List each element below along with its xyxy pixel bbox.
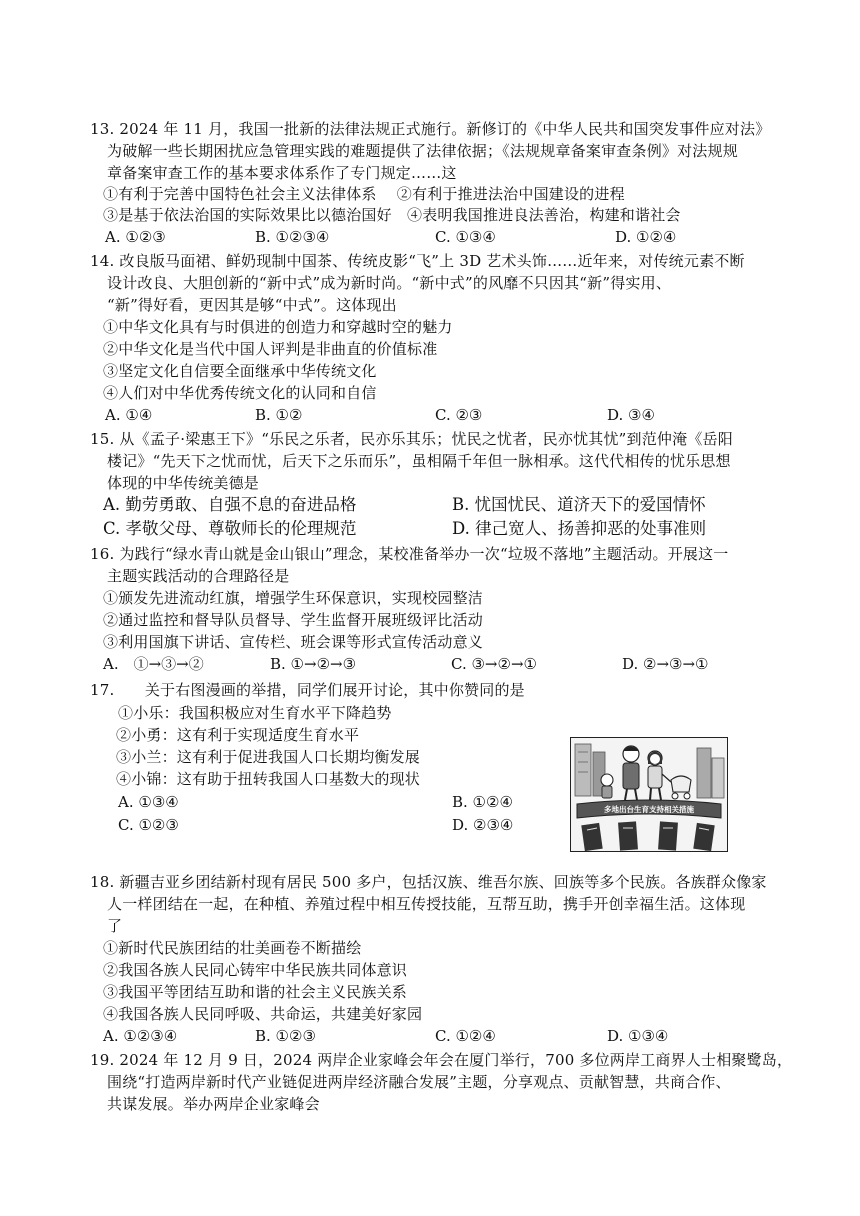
q19-line-1: 19. 2024 年 12 月 9 日，2024 两岸企业家峰会年会在厦门举行，700 多位两岸工商界人士相聚鹭岛，	[90, 1051, 793, 1069]
q15-option-b[interactable]: B. 忧国忧民、道济天下的爱国情怀	[452, 495, 706, 514]
q14-line-2: 设计改良、大胆创新的“新中式”成为新时尚。“新中式”的风靡不只因其“新”得实用、	[107, 274, 672, 292]
q16-option-c[interactable]: C. ③→②→①	[451, 655, 537, 673]
q18-line-2: 人一样团结在一起，在种植、养殖过程中相互传授技能，互帮互助，携手开创幸福生活。这体现	[107, 895, 746, 913]
q16-step-3: ③利用国旗下讲话、宣传栏、班会课等形式宣传活动意义	[103, 633, 484, 651]
q13-option-c[interactable]: C. ①③④	[435, 228, 496, 246]
q18-option-a[interactable]: A. ①②③④	[103, 1027, 178, 1045]
q15-option-c[interactable]: C. 孝敬父母、尊敬师长的伦理规范	[103, 519, 357, 538]
q18-statement-3: ③我国平等团结互助和谐的社会主义民族关系	[103, 983, 408, 1001]
q16-step-2: ②通过监控和督导队员督导、学生监督开展班级评比活动	[103, 611, 484, 629]
q16-option-b[interactable]: B. ①→②→③	[270, 655, 357, 673]
q19-line-2: 围绕“打造两岸新时代产业链促进两岸经济融合发展”主题，分享观点、贡献智慧，共商合作、	[107, 1073, 731, 1091]
q18-option-c[interactable]: C. ①②④	[435, 1027, 496, 1045]
q13-line-3: 章备案审查工作的基本要求体系作了专门规定……这	[107, 164, 457, 182]
q15-line-1: 15. 从《孟子·梁惠王下》“乐民之乐者，民亦乐其乐；忧民之忧者，民亦忧其忧”到范仲淹《岳阳	[90, 430, 733, 448]
q14-statement-1: ①中华文化具有与时俱进的创造力和穿越时空的魅力	[103, 318, 453, 336]
q18-statement-1: ①新时代民族团结的壮美画卷不断描绘	[103, 939, 362, 957]
q13-option-b[interactable]: B. ①②③④	[255, 228, 330, 246]
q18-line-3: 了	[107, 917, 123, 935]
q15-line-2: 楼记》“先天下之忧而忧，后天下之乐而乐”，虽相隔千年但一脉相承。这代代相传的忧乐思想	[107, 452, 731, 470]
q16-line-1: 16. 为践行“绿水青山就是金山银山”理念，某校准备举办一次“垃圾不落地”主题活动。开展这一	[90, 545, 729, 563]
q18-statement-2: ②我国各族人民同心铸牢中华民族共同体意识	[103, 961, 408, 979]
cartoon-caption: 多地出台生育支持相关措施	[604, 805, 694, 814]
q17-view-1: ①小乐：我国积极应对生育水平下降趋势	[118, 704, 392, 722]
q17-option-c[interactable]: C. ①②③	[118, 816, 179, 834]
q18-option-b[interactable]: B. ①②③	[255, 1027, 316, 1045]
q14-option-c[interactable]: C. ②③	[435, 406, 483, 424]
q17-view-4: ④小锦：这有助于扭转我国人口基数大的现状	[116, 770, 421, 788]
q14-statement-3: ③坚定文化自信要全面继承中华传统文化	[103, 362, 377, 380]
birth-support-cartoon	[570, 737, 728, 852]
q19-line-3: 共谋发展。举办两岸企业家峰会	[107, 1095, 320, 1113]
q17-option-a[interactable]: A. ①③④	[118, 793, 179, 811]
q14-option-a[interactable]: A. ①④	[105, 406, 153, 424]
cartoon-drawing	[571, 738, 727, 851]
q15-option-a[interactable]: A. 勤劳勇敢、自强不息的奋进品格	[103, 495, 357, 514]
q13-line-1: 13. 2024 年 11 月，我国一批新的法律法规正式施行。新修订的《中华人民共和国突发事件应对法》	[90, 120, 771, 138]
q14-statement-4: ④人们对中华优秀传统文化的认同和自信	[103, 384, 377, 402]
q13-option-d[interactable]: D. ①②④	[615, 228, 677, 246]
q16-step-1: ①颁发先进流动红旗，增强学生环保意识，实现校园整洁	[103, 589, 484, 607]
q13-statement-12: ①有利于完善中国特色社会主义法律体系 ②有利于推进法治中国建设的进程	[103, 185, 625, 203]
q17-option-b[interactable]: B. ①②④	[452, 793, 513, 811]
q13-line-2: 为破解一些长期困扰应急管理实践的难题提供了法律依据；《法规规章备案审查条例》对法规规	[107, 142, 738, 160]
q17-option-d[interactable]: D. ②③④	[452, 816, 514, 834]
q14-option-d[interactable]: D. ③④	[607, 406, 655, 424]
q17-view-3: ③小兰：这有利于促进我国人口长期均衡发展	[116, 748, 421, 766]
q14-line-3: “新”得好看，更因其是够“中式”。这体现出	[107, 296, 397, 314]
q15-line-3: 体现的中华传统美德是	[107, 474, 260, 492]
q16-option-a[interactable]: A. ①→③→②	[103, 655, 204, 673]
q14-option-b[interactable]: B. ①②	[255, 406, 303, 424]
q13-statement-34: ③是基于依法治国的实际效果比以德治国好 ④表明我国推进良法善治，构建和谐社会	[103, 206, 681, 224]
q16-option-d[interactable]: D. ②→③→①	[622, 655, 709, 673]
q14-line-1: 14. 改良版马面裙、鲜奶现制中国茶、传统皮影“飞”上 3D 艺术头饰……近年来，对传统元素不断	[90, 252, 745, 270]
q13-option-a[interactable]: A. ①②③	[105, 228, 166, 246]
q17-line-1: 17. 关于右图漫画的举措，同学们展开讨论，其中你赞同的是	[90, 681, 525, 699]
q16-line-2: 主题实践活动的合理路径是	[107, 567, 290, 585]
q14-statement-2: ②中华文化是当代中国人评判是非曲直的价值标准	[103, 340, 438, 358]
q15-option-d[interactable]: D. 律己宽人、扬善抑恶的处事准则	[452, 519, 707, 538]
q18-line-1: 18. 新疆吉亚乡团结新村现有居民 500 多户，包括汉族、维吾尔族、回族等多个民族。各族群众像家	[90, 873, 767, 891]
q18-statement-4: ④我国各族人民同呼吸、共命运，共建美好家园	[103, 1005, 423, 1023]
q18-option-d[interactable]: D. ①③④	[607, 1027, 669, 1045]
q17-view-2: ②小勇：这有利于实现适度生育水平	[116, 726, 360, 744]
